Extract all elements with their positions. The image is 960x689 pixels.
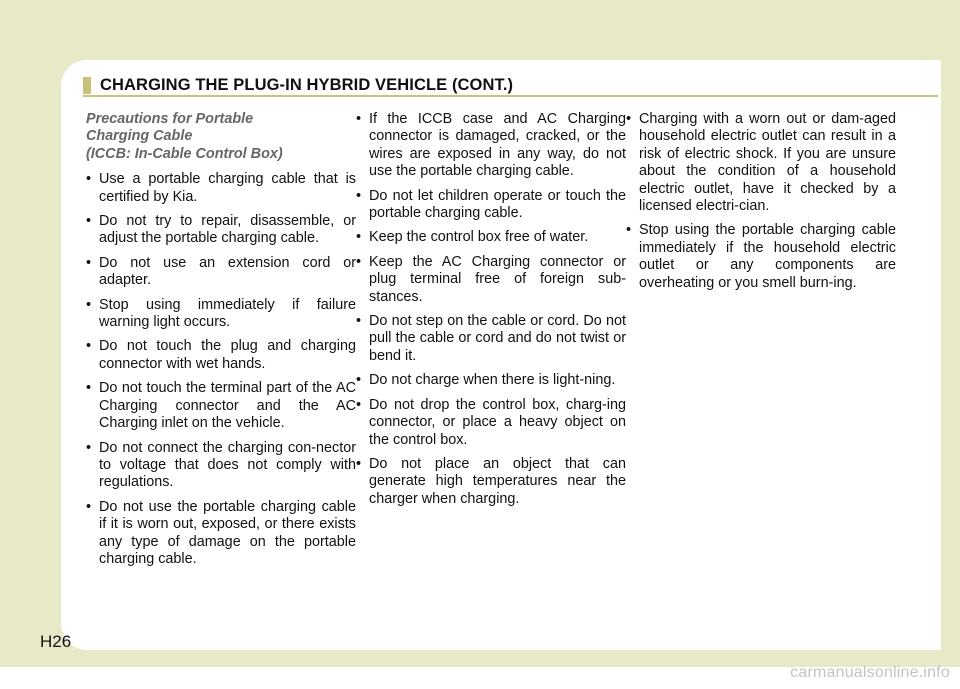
watermark: carmanualsonline.info bbox=[790, 664, 950, 681]
page-number: H26 bbox=[40, 632, 72, 651]
header-underline bbox=[83, 95, 938, 97]
list-item: • Do not place an object that can generate high temperatures near the charger when charging. bbox=[356, 456, 626, 508]
subheading bbox=[86, 111, 356, 163]
header-title: CHARGING THE PLUG-IN HYBRID VEHICLE (CONT.) bbox=[100, 76, 514, 94]
subheading-line: (ICCB: In-Cable Control Box) bbox=[86, 145, 283, 162]
section-header bbox=[83, 75, 938, 97]
list-item: • Use a portable charging cable that is certified by Kia. bbox=[86, 171, 356, 206]
list-item: • Do not touch the plug and charging connector with wet hands. bbox=[86, 338, 356, 373]
list-item: • Do not use an extension cord or adapter. bbox=[86, 255, 356, 290]
list-item: • Keep the AC Charging connector or plug terminal free of foreign sub-stances. bbox=[356, 254, 626, 306]
list-item: • Charging with a worn out or dam-aged household electric outlet can result in a risk of electric shock. If you are unsure about the condition of a household electric outlet, have it checked by a licensed electri-cian. bbox=[626, 111, 896, 215]
bullet-list bbox=[356, 111, 626, 508]
column-3 bbox=[626, 111, 896, 299]
subheading-line: Charging Cable bbox=[86, 128, 193, 145]
list-item: • Do not step on the cable or cord. Do not pull the cable or cord and do not twist or bend it. bbox=[356, 313, 626, 365]
list-item: • Stop using immediately if failure warning light occurs. bbox=[86, 297, 356, 332]
list-item: • Do not connect the charging con-nector to voltage that does not comply with regulations. bbox=[86, 440, 356, 492]
column-1 bbox=[86, 111, 356, 575]
header-accent-bar bbox=[83, 77, 91, 94]
list-item: • If the ICCB case and AC Charging connector is damaged, cracked, or the wires are exposed in any way, do not use the portable charging cable. bbox=[356, 111, 626, 181]
list-item: • Do not touch the terminal part of the AC Charging connector and the AC Charging inlet on the vehicle. bbox=[86, 380, 356, 432]
list-item: • Do not let children operate or touch the portable charging cable. bbox=[356, 188, 626, 223]
column-2 bbox=[356, 111, 626, 515]
list-item: • Do not use the portable charging cable if it is worn out, exposed, or there exists any type of damage on the portable charging cable. bbox=[86, 499, 356, 569]
bullet-list bbox=[626, 111, 896, 292]
list-item: • Do not drop the control box, charg-ing connector, or place a heavy object on the control box. bbox=[356, 397, 626, 449]
list-item: • Do not charge when there is light-ning. bbox=[356, 372, 626, 389]
list-item: • Do not try to repair, disassemble, or adjust the portable charging cable. bbox=[86, 213, 356, 248]
bullet-list bbox=[86, 171, 356, 568]
list-item: • Stop using the portable charging cable immediately if the household electric outlet or any components are overheating or you smell burn-ing. bbox=[626, 222, 896, 292]
list-item: • Keep the control box free of water. bbox=[356, 229, 626, 246]
subheading-line: Precautions for Portable bbox=[86, 111, 254, 127]
